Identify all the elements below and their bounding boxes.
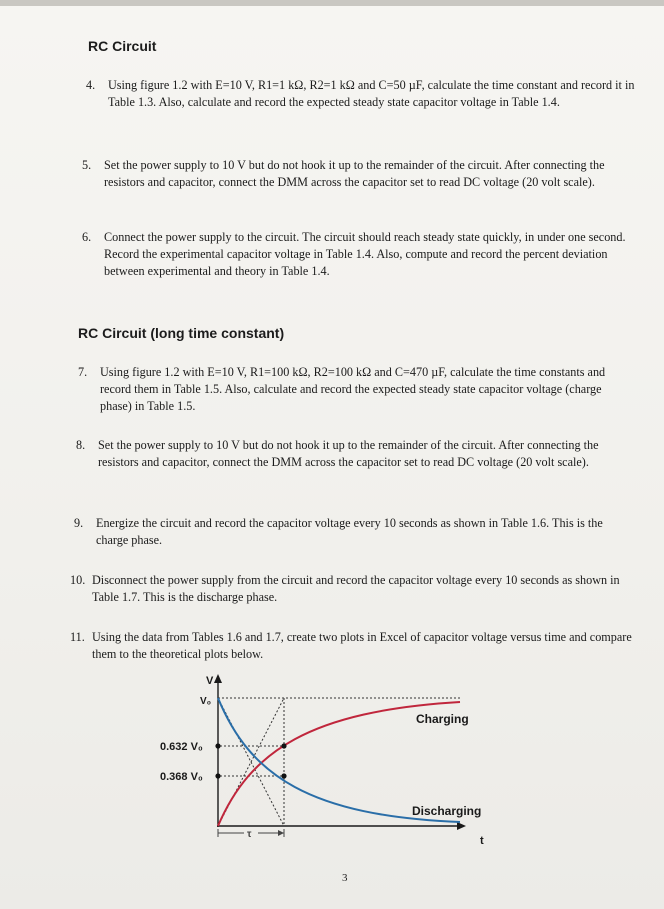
- step-10: [70, 572, 630, 606]
- charging-label: Charging: [416, 712, 469, 726]
- document-page: [0, 6, 664, 909]
- dot-632-axis: [215, 743, 220, 748]
- step-text: Set the power supply to 10 V but do not hook it up to the remainder of the circuit. After connecting the resistors and capacitor, connect the DMM across the capacitor set to read DC voltage (20 volt scale).: [98, 438, 599, 469]
- step-text: Using figure 1.2 with E=10 V, R1=100 kΩ, R2=100 kΩ and C=470 µF, calculate the time constants and record them in Table 1.5. Also, calculate and record the expected steady state capacitor voltage (charge phase) in Table 1.5.: [100, 365, 606, 413]
- v-axis-arrow: [214, 674, 222, 683]
- step-text: Energize the circuit and record the capacitor voltage every 10 seconds as shown in Table 1.6. This is the charge phase.: [96, 516, 603, 547]
- t-axis-arrow: [457, 822, 466, 830]
- step-4: [86, 77, 638, 111]
- rc-charge-discharge-figure: [150, 666, 510, 856]
- step-9: [74, 515, 634, 549]
- step-number: 5.: [82, 158, 92, 172]
- step-number: 4.: [86, 78, 96, 92]
- step-number: 7.: [78, 365, 88, 379]
- step-5: [82, 157, 638, 191]
- step-number: 11.: [70, 630, 85, 644]
- step-number: 9.: [74, 516, 84, 530]
- step-text: Set the power supply to 10 V but do not hook it up to the remainder of the circuit. After connecting the resistors and capacitor, connect the DMM across the capacitor set to read DC voltage (20 volt scale).: [104, 158, 605, 189]
- step-number: 6.: [82, 230, 92, 244]
- step-text: Using figure 1.2 with E=10 V, R1=1 kΩ, R2=1 kΩ and C=50 µF, calculate the time constant and record it in Table 1.3. Also, calculate and record the expected steady state capacitor voltage in Table 1.4.: [108, 78, 635, 109]
- step-text: Disconnect the power supply from the circuit and record the capacitor voltage every 10 seconds as shown in Table 1.7. This is the discharge phase.: [92, 573, 620, 604]
- step-number: 8.: [76, 438, 86, 452]
- label-632: 0.632 V₀: [160, 741, 203, 753]
- section-heading-long-time-constant: RC Circuit (long time constant): [78, 325, 285, 341]
- tau-arrow-right: [278, 830, 284, 836]
- step-number: 10.: [70, 573, 86, 587]
- dot-368-axis: [215, 773, 220, 778]
- tau-label: τ: [247, 829, 252, 840]
- v-axis-label: V: [206, 675, 214, 687]
- dot-632-curve: [281, 743, 286, 748]
- step-6: [82, 229, 638, 280]
- step-text: Using the data from Tables 1.6 and 1.7, create two plots in Excel of capacitor voltage versus time and compare them to the theoretical plots below.: [92, 630, 632, 661]
- section-heading-rc-circuit: RC Circuit: [88, 38, 157, 54]
- v0-label: V₀: [200, 696, 212, 707]
- step-11: [70, 629, 636, 663]
- step-text: Connect the power supply to the circuit. The circuit should reach steady state quickly, in under one second. Record the experimental capacitor voltage in Table 1.4. Also, compute and record the percent deviation between experimental and theory in Table 1.4.: [104, 230, 626, 278]
- discharging-label: Discharging: [412, 804, 482, 818]
- page-number: 3: [342, 872, 348, 884]
- step-8: [76, 437, 632, 471]
- label-368: 0.368 V₀: [160, 771, 203, 783]
- step-7: [78, 364, 634, 415]
- t-axis-label: t: [480, 835, 484, 847]
- dot-368-curve: [281, 773, 286, 778]
